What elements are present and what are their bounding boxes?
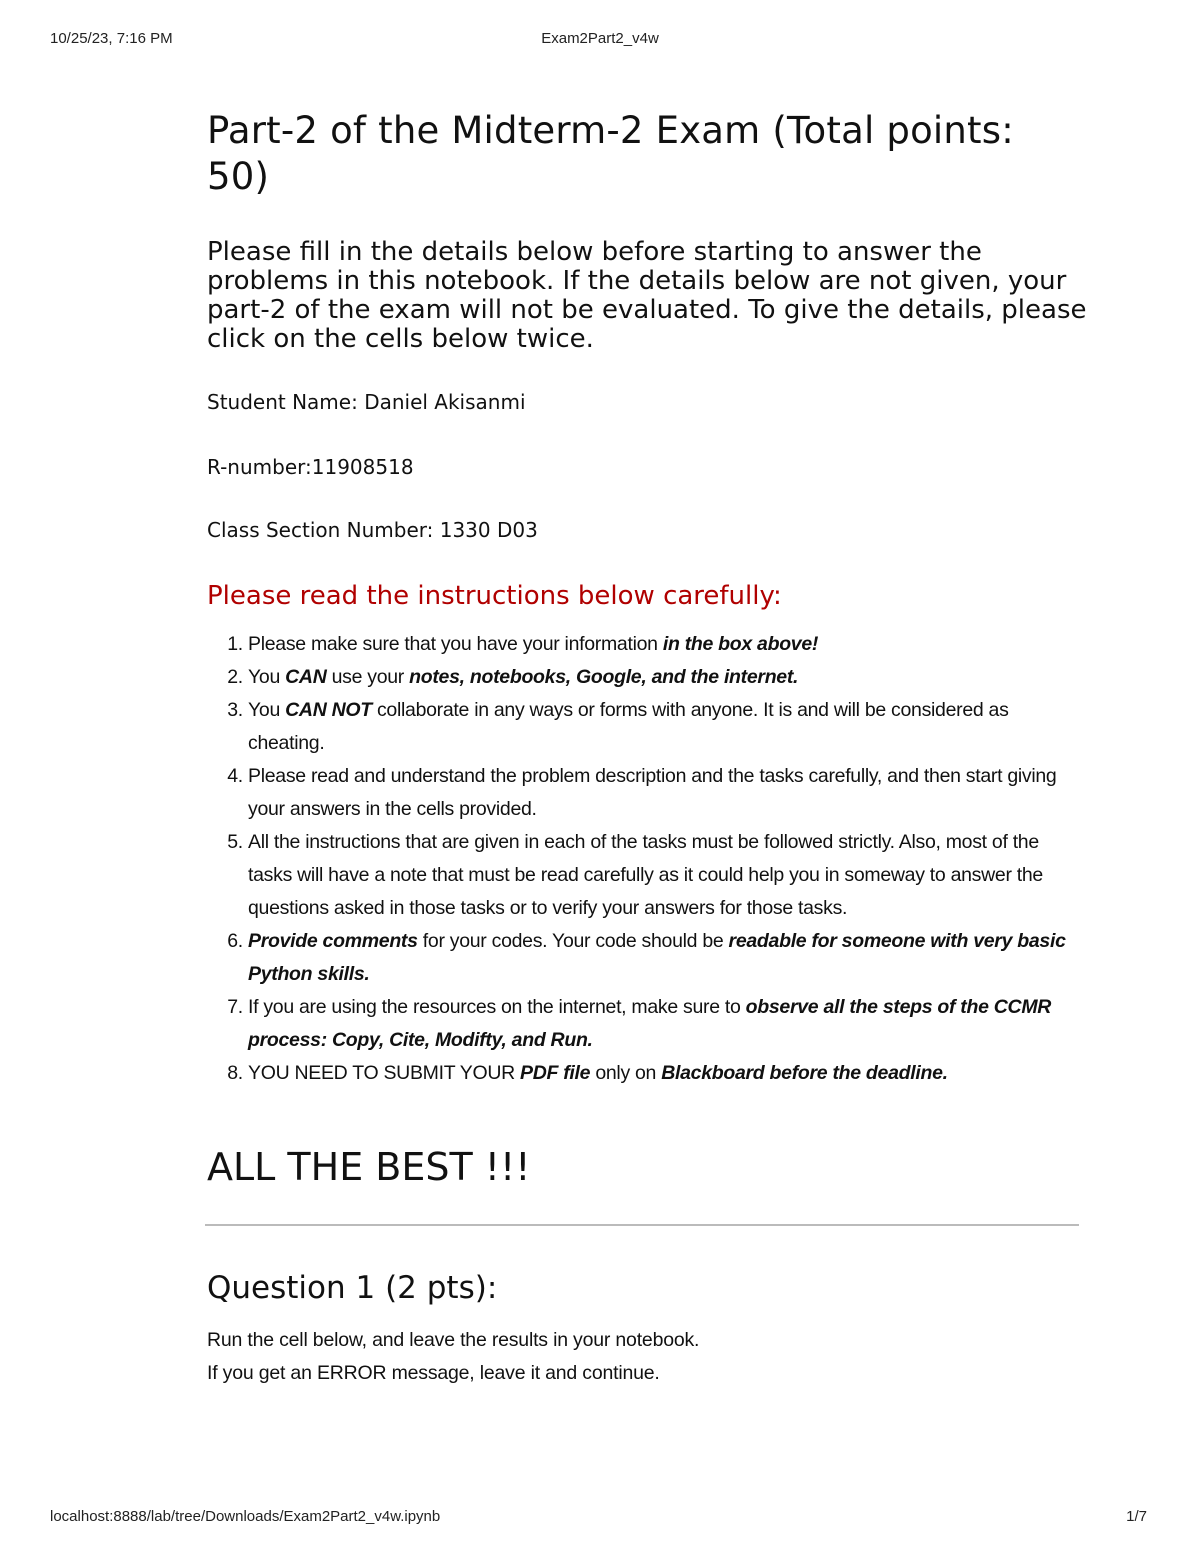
instructions-heading: Please read the instructions below carefully: (207, 581, 782, 611)
print-document-title: Exam2Part2_v4w (541, 30, 659, 47)
notebook-content (207, 108, 1087, 1390)
fill-details-instructions: Please fill in the details below before starting to answer the problems in this notebook. If the details below are not given, your part-2 of the exam will not be evaluated. To give the details, please click on the cells below twice. (207, 237, 1087, 354)
question-1-line-1: Run the cell below, and leave the results in your notebook. (207, 1329, 700, 1351)
question-1-text (207, 1324, 1087, 1390)
class-section-cell[interactable]: Class Section Number: 1330 D03 (207, 518, 538, 542)
print-datetime: 10/25/23, 7:16 PM (50, 30, 173, 47)
instruction-item: 5. All the instructions that are given in each of the tasks must be followed strictly. Also, most of the tasks will have a note that must be read carefully as it could help you in someway to answer the questions asked in those tasks or to verify your answers for those tasks. (248, 826, 1087, 925)
all-the-best-heading: ALL THE BEST !!! (207, 1145, 531, 1189)
instructions-list (207, 628, 1087, 1090)
instruction-item: 7. If you are using the resources on the internet, make sure to observe all the steps of the CCMR process: Copy, Cite, Modifty, and Run. (248, 991, 1087, 1057)
instruction-item: 4. Please read and understand the problem description and the tasks carefully, and then start giving your answers in the cells provided. (248, 760, 1087, 826)
instruction-item: 3. You CAN NOT collaborate in any ways or forms with anyone. It is and will be considered as cheating. (248, 694, 1087, 760)
print-header (0, 30, 1200, 50)
instruction-item: 6. Provide comments for your codes. Your code should be readable for someone with very basic Python skills. (248, 925, 1087, 991)
student-name-cell[interactable]: Student Name: Daniel Akisanmi (207, 390, 526, 414)
instruction-item: 1. Please make sure that you have your information in the box above! (248, 628, 1087, 661)
instruction-item: 8. YOU NEED TO SUBMIT YOUR PDF file only on Blackboard before the deadline. (248, 1057, 1087, 1090)
print-url: localhost:8888/lab/tree/Downloads/Exam2Part2_v4w.ipynb (50, 1508, 441, 1525)
page-title: Part-2 of the Midterm-2 Exam (Total points: 50) (207, 109, 1014, 198)
horizontal-divider (205, 1224, 1079, 1226)
instruction-item: 2. You CAN use your notes, notebooks, Google, and the internet. (248, 661, 1087, 694)
r-number-cell[interactable]: R-number:11908518 (207, 455, 414, 479)
question-1-line-2: If you get an ERROR message, leave it and continue. (207, 1362, 660, 1384)
question-1-heading: Question 1 (2 pts): (207, 1270, 498, 1306)
print-footer (0, 1508, 1200, 1528)
page-number: 1/7 (1126, 1508, 1147, 1525)
